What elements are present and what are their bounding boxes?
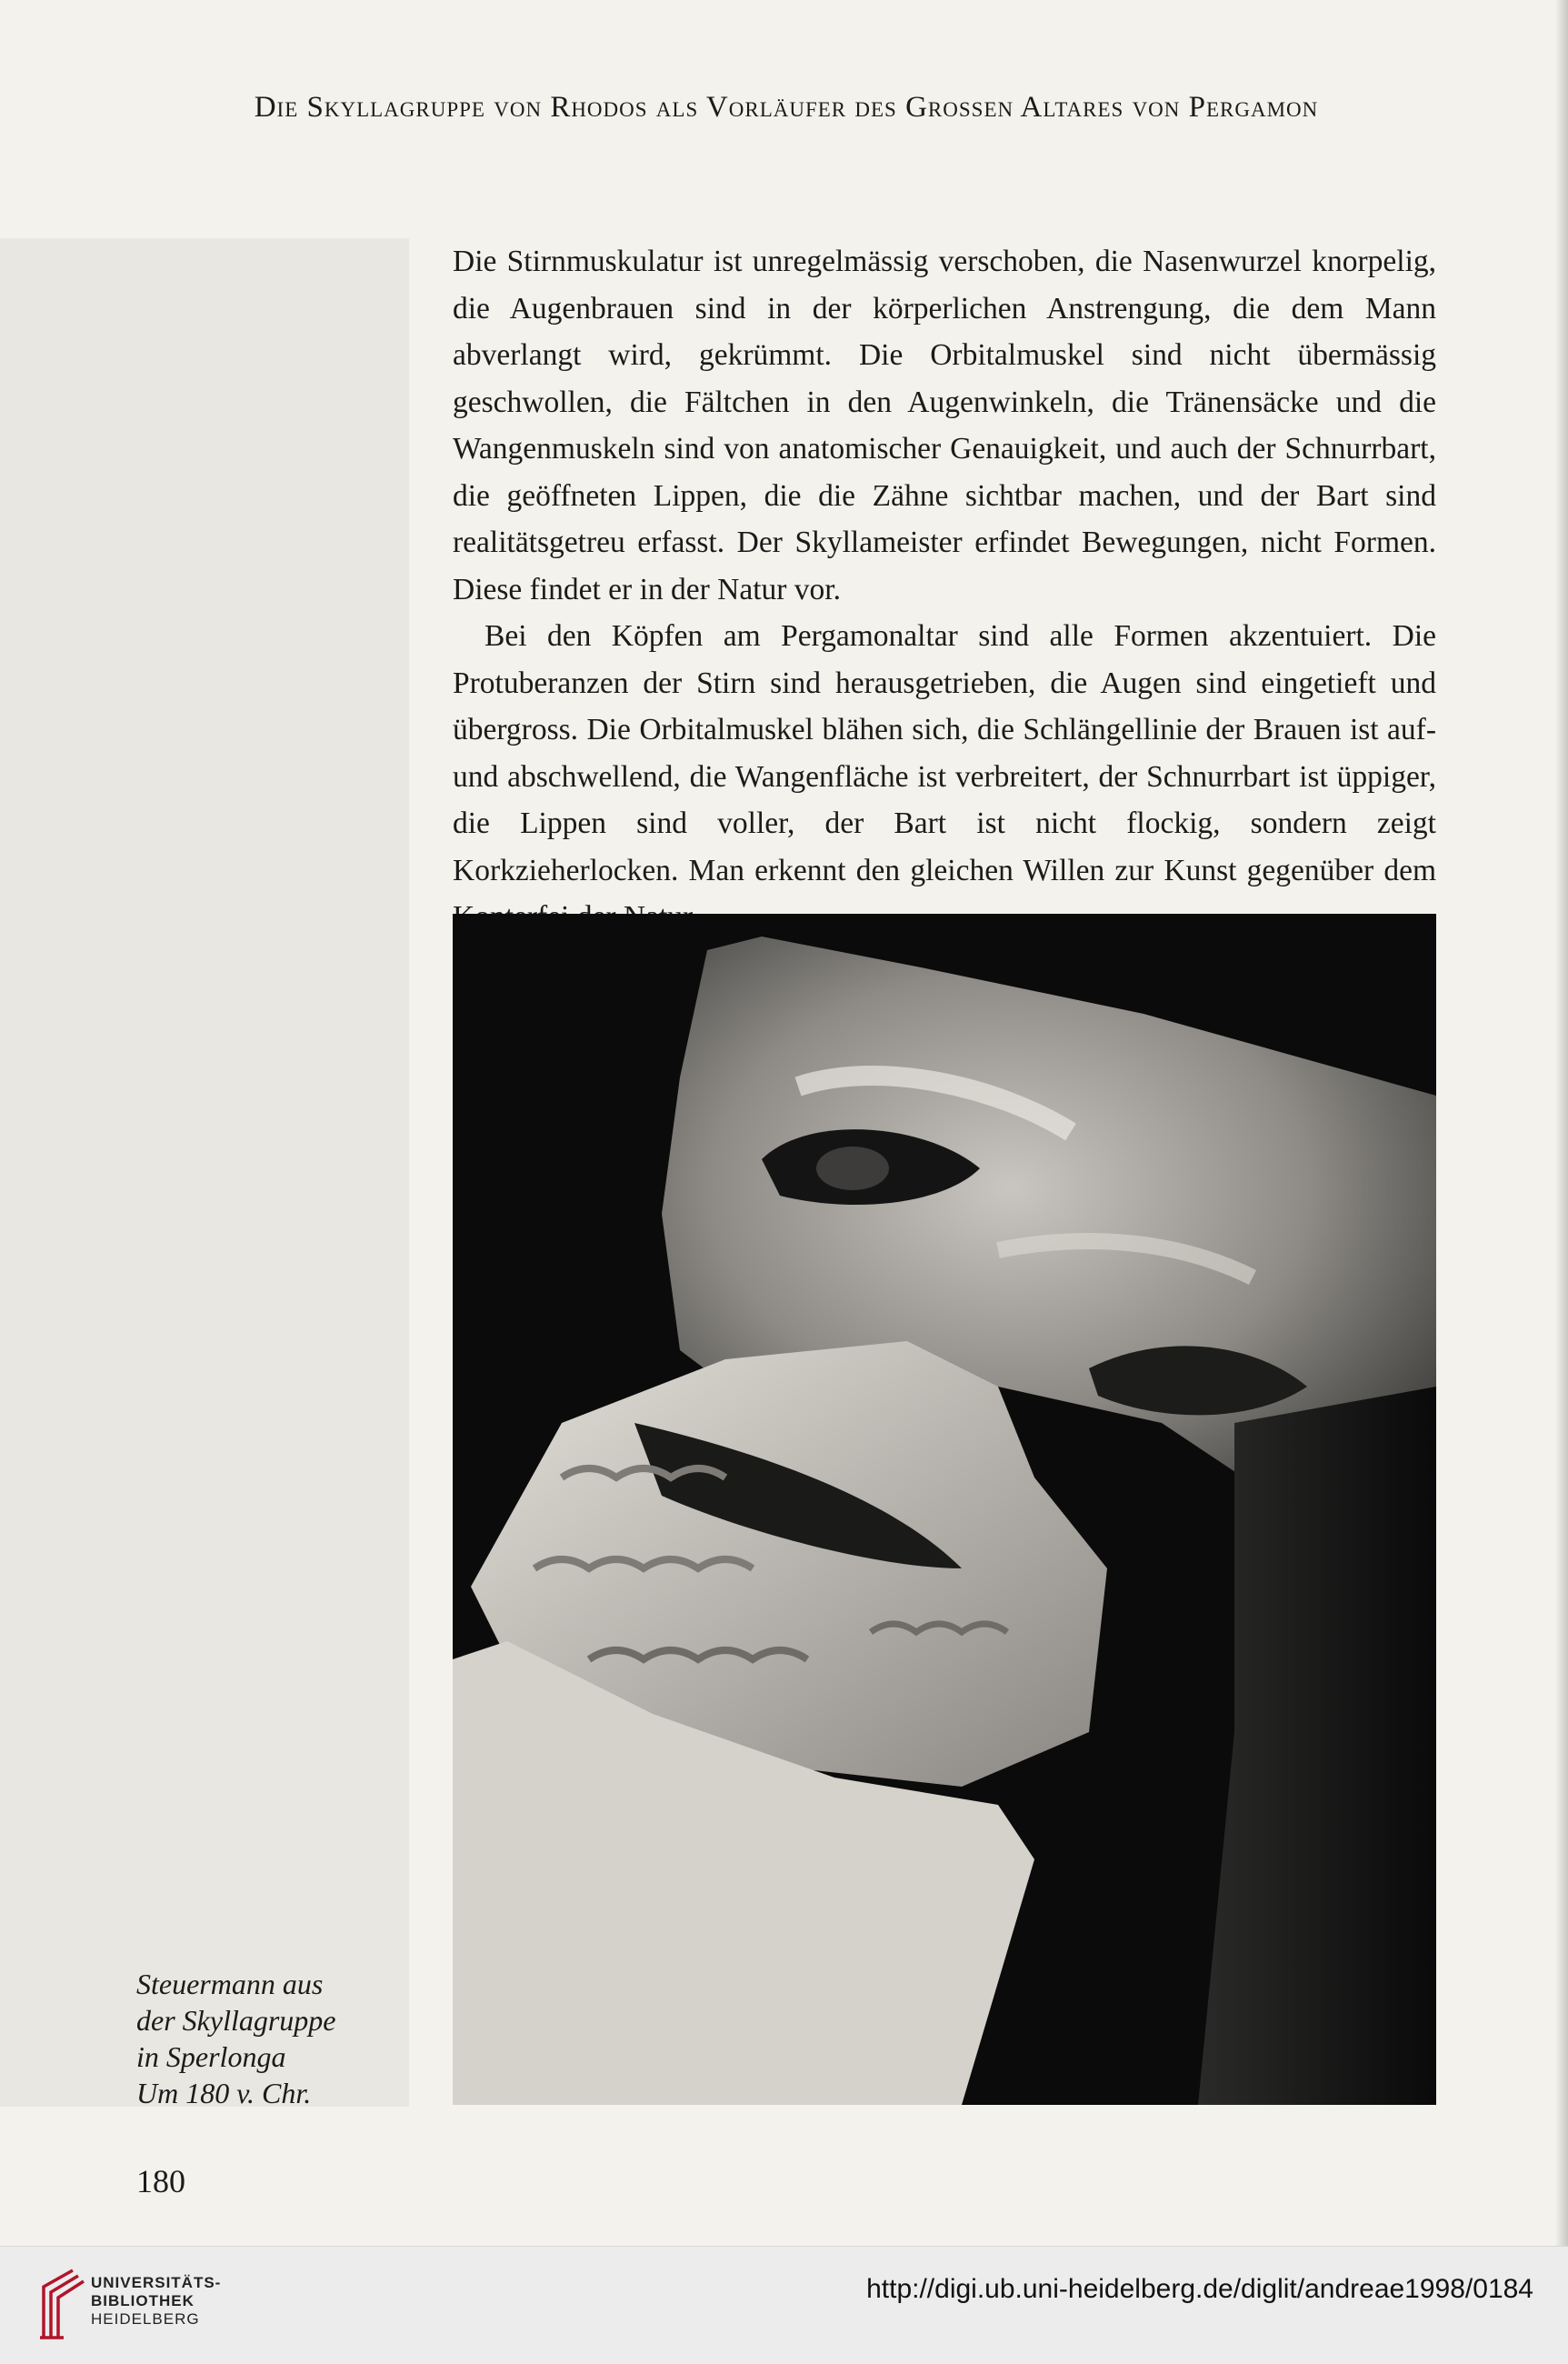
caption-line-3: in Sperlonga — [136, 2040, 286, 2073]
margin-shade — [0, 238, 409, 2107]
body-text — [453, 238, 1436, 941]
paragraph-2: Bei den Köpfen am Pergamonaltar sind alle Formen akzentuiert. Die Protuberanzen der Stirn sind herausgetrieben, die Augen sind eingetieft und übergross. Die Orbitalmuskel blähen sich, die Schlängellinie der Brauen ist auf- und abschwellend, die Wangenfläche ist verbreitert, der Schnurrbart ist üppiger, die Lippen sind voller, der Bart ist nicht flockig, sondern zeigt Korkzieherlocken. Man erkennt den gleichen Willen zur Kunst gegenüber dem — [453, 619, 1436, 887]
sculpture-head-illustration — [453, 914, 1436, 2105]
library-logo-icon[interactable] — [36, 2267, 91, 2339]
paragraph-1: Die Stirnmuskulatur ist unregelmässig verschoben, die Nasenwurzel knorpelig, die Augenbrauen sind in der körperlichen Anstrengung, die dem Mann abverlangt wird, gekrümmt. Die Orbitalmuskel sind nicht übermässig geschwollen, die Fältchen in den Augenwinkeln, die Tränensäcke und die Wangenmuskeln sind von anatomischer Genauigkeit, und auch der Schnurrbart, die geöffneten Lippen, die die Zähne sichtbar machen, und der Bart sind realitätsgetreu erfasst. Der Skyllameister erfindet Bewegungen, nicht Formen. Diese findet er in der Natur vor. — [453, 245, 1436, 606]
footer-bar — [0, 2246, 1568, 2364]
caption-line-4: Um 180 v. Chr. — [136, 2077, 312, 2109]
caption-line-2: der Skyllagruppe — [136, 2004, 336, 2037]
page-edge — [1555, 0, 1568, 2246]
library-name-line-2: BIBLIOTHEK — [91, 2292, 195, 2309]
running-head: Die Skyllagruppe von Rhodos als Vorläufer des Grossen Altares von Pergamon — [254, 91, 1319, 124]
sculpture-photo — [453, 914, 1436, 2105]
figure-caption — [136, 1966, 409, 2111]
library-name-line-3: HEIDELBERG — [91, 2310, 200, 2328]
source-url-link[interactable]: http://digi.ub.uni-heidelberg.de/diglit/andreae1998/0184 — [866, 2274, 1533, 2304]
page-number: 180 — [136, 2163, 185, 2199]
library-name — [91, 2274, 221, 2329]
caption-line-1: Steuermann aus — [136, 1968, 324, 2000]
library-name-line-1: UNIVERSITÄTS- — [91, 2274, 222, 2291]
